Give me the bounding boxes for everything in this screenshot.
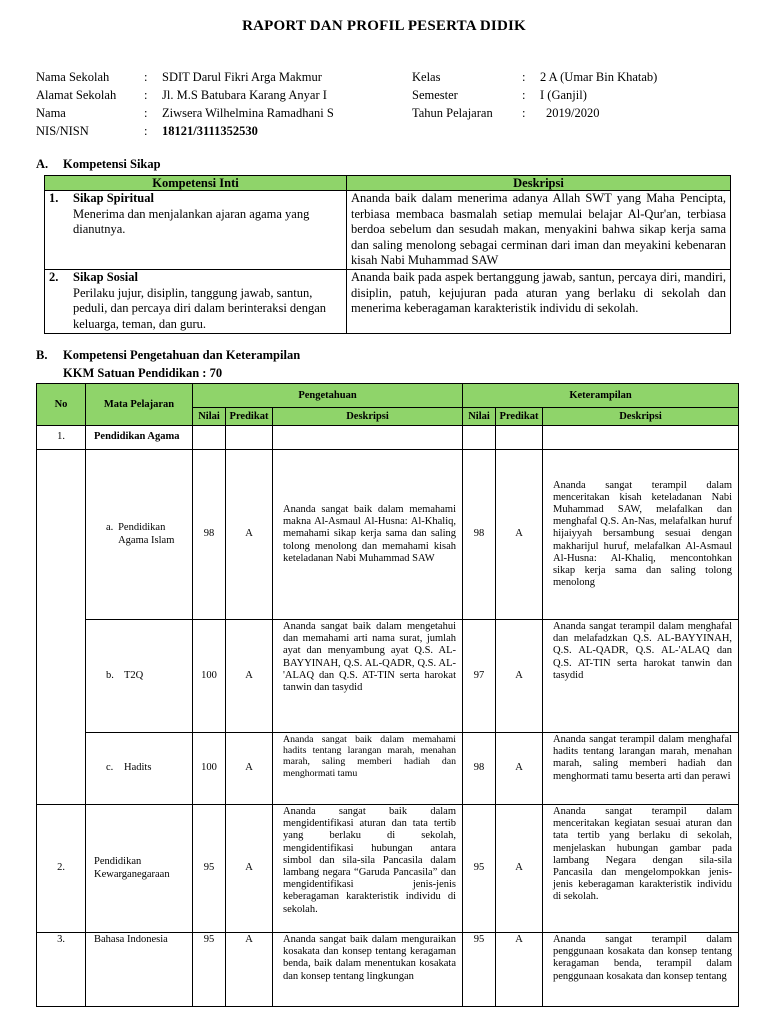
section-a-heading <box>36 157 161 172</box>
pengetahuan-deskripsi: Ananda sangat baik dalam menguraikan kosakata dan konsep tentang keragaman benda, baik dalam menentukan kosakata dan konsep tentang lingkungan <box>273 933 463 1007</box>
col-header-no: No <box>37 384 86 426</box>
keterampilan-predikat: A <box>496 805 543 933</box>
pengetahuan-nilai: 100 <box>193 733 226 805</box>
subject-name: Pendidikan Agama <box>86 426 193 450</box>
deskripsi-cell: Ananda baik dalam menerima adanya Allah SWT yang Maha Pencipta, terbiasa membaca basmalah setiap memulai belajar Al-Qur'an, terbiasa berdoa sebelum dan sesudah makan, menyakini bahwa sikap kerja sama dan saling menolong sebagai cerminan dari iman dan meyakini kebenaran kisah Nabi Muhammad SAW <box>347 191 731 270</box>
identity-value: I (Ganjil) <box>540 88 587 102</box>
identity-separator: : <box>144 70 148 84</box>
pengetahuan-predikat: A <box>226 805 273 933</box>
col-header-deskripsi: Deskripsi <box>273 408 463 426</box>
table-row <box>37 805 739 933</box>
identity-separator: : <box>522 106 526 120</box>
keterampilan-nilai: 98 <box>463 450 496 620</box>
identity-row <box>36 86 412 104</box>
pengetahuan-predikat: A <box>226 620 273 733</box>
identity-row <box>412 68 740 86</box>
col-header-predikat: Predikat <box>226 408 273 426</box>
identity-label: Nama Sekolah <box>36 70 110 84</box>
subject-cell <box>86 620 193 733</box>
identity-label: NIS/NISN <box>36 124 89 138</box>
section-b-heading <box>36 348 300 363</box>
pengetahuan-nilai: 100 <box>193 620 226 733</box>
col-header-deskripsi: Deskripsi <box>347 176 731 191</box>
identity-value: Jl. M.S Batubara Karang Anyar I <box>162 88 327 102</box>
keterampilan-deskripsi: Ananda sangat terampil dalam menghafal dan melafadzkan Q.S. AL-BAYYINAH, Q.S. AL-QADR, Q.S. AL-'ALAQ dan Q.S. AT-TIN serta harokat tanwin dan tasydid <box>543 620 739 733</box>
kompetensi-sikap-table <box>44 175 731 334</box>
keterampilan-predikat: A <box>496 933 543 1007</box>
sub-letter: b. <box>106 669 114 681</box>
subject-cell <box>86 733 193 805</box>
keterampilan-deskripsi: Ananda sangat terampil dalam penggunaan kosakata dan konsep tentang keragaman benda, terampil dalam penggunaan kosakata dan konsep tentang <box>543 933 739 1007</box>
col-header-keterampilan: Keterampilan <box>463 384 739 408</box>
identity-left <box>36 68 412 140</box>
col-header-nilai: Nilai <box>193 408 226 426</box>
keterampilan-deskripsi: Ananda sangat terampil dalam menceritakan kegiatan sesuai aturan dan tata tertib yang berlaku di sekolah, menjelaskan hubungan gambar pada lambang Negara dengan sila-sila Pancasila dan mengelompokkan jenis-jenis keberagaman karakteristik individu di sekolah. <box>543 805 739 933</box>
identity-value: 2 A (Umar Bin Khatab) <box>540 70 658 84</box>
identity-row <box>412 104 740 122</box>
section-letter: A. <box>36 157 49 171</box>
keterampilan-deskripsi: Ananda sangat terampil dalam menceritakan kisah keteladanan Nabi Muhammad SAW, melafalkan dan menghafal Q.S. An-Nas, melafalkan huruf hijaiyyah bersambung sesuai dengan makharijul huruf, melafalkan Al-Asmaul Al-Husna: Al-Khaliq, mencontohkan sikap kerja sama dan saling tolong menolong <box>543 450 739 620</box>
pengetahuan-nilai: 95 <box>193 933 226 1007</box>
identity-separator: : <box>522 88 526 102</box>
table-row <box>37 733 739 805</box>
subject-name: Pendidikan Agama Islam <box>118 522 175 546</box>
identity-separator: : <box>144 124 148 138</box>
identity-label: Semester <box>412 88 458 102</box>
keterampilan-predikat: A <box>496 733 543 805</box>
keterampilan-nilai: 95 <box>463 805 496 933</box>
kompetensi-cell <box>45 269 347 333</box>
kompetensi-detail: Menerima dan menjalankan ajaran agama yang dianutnya. <box>73 206 310 237</box>
keterampilan-deskripsi: Ananda sangat terampil dalam menghafal hadits tentang larangan marah, menahan marah, saling memberi hadiah dan menghormati tamu beserta arti dan perawi <box>543 733 739 805</box>
keterampilan-nilai: 97 <box>463 620 496 733</box>
keterampilan-predikat: A <box>496 450 543 620</box>
identity-row <box>412 86 740 104</box>
table-row <box>37 426 739 450</box>
kompetensi-pengetahuan-table <box>36 383 739 1007</box>
identity-label: Kelas <box>412 70 441 84</box>
table-row <box>45 191 731 270</box>
deskripsi-cell: Ananda baik pada aspek bertanggung jawab, santun, percaya diri, mandiri, disiplin, patuh, kejujuran pada aturan yang berlaku di sekolah dan menerima keberagaman karakteristik individu di sekolah. <box>347 269 731 333</box>
pengetahuan-nilai: 98 <box>193 450 226 620</box>
table-row <box>45 269 731 333</box>
kompetensi-cell <box>45 191 347 270</box>
col-header-pengetahuan: Pengetahuan <box>193 384 463 408</box>
col-header-deskripsi: Deskripsi <box>543 408 739 426</box>
pengetahuan-predikat: A <box>226 733 273 805</box>
table-row <box>37 620 739 733</box>
subject-name: Bahasa Indonesia <box>86 933 193 1007</box>
identity-label: Nama <box>36 106 66 120</box>
section-title: Kompetensi Sikap <box>63 157 161 171</box>
pengetahuan-deskripsi: Ananda sangat baik dalam mengetahui dan memahami arti nama surat, jumlah ayat dan menyambung ayat Q.S. AL-BAYYINAH, Q.S. AL-QADR, Q.S. AL-'ALAQ dan Q.S. AT-TIN serta harokat tanwin dan tasydid <box>273 620 463 733</box>
row-number: 2. <box>37 805 86 933</box>
pengetahuan-predikat: A <box>226 933 273 1007</box>
keterampilan-predikat: A <box>496 620 543 733</box>
identity-row <box>36 122 412 140</box>
table-row <box>37 450 739 620</box>
section-letter: B. <box>36 348 48 362</box>
pengetahuan-deskripsi: Ananda sangat baik dalam memahami hadits tentang larangan marah, menahan marah, saling memberi hadiah dan menghormati tamu <box>273 733 463 805</box>
subject-name: T2Q <box>124 669 144 681</box>
col-header-predikat: Predikat <box>496 408 543 426</box>
pengetahuan-nilai: 95 <box>193 805 226 933</box>
identity-label: Tahun Pelajaran <box>412 106 493 120</box>
identity-separator: : <box>144 88 148 102</box>
keterampilan-nilai: 95 <box>463 933 496 1007</box>
kkm-label: KKM Satuan Pendidikan : 70 <box>63 366 223 380</box>
pengetahuan-deskripsi: Ananda sangat baik dalam memahami makna Al-Asmaul Al-Husna: Al-Khaliq, memahami sikap kerja sama dan saling tolong menolong dan memahami kisah keteladanan Nabi Muhammad SAW <box>273 450 463 620</box>
col-header-nilai: Nilai <box>463 408 496 426</box>
section-title: Kompetensi Pengetahuan dan Keterampilan <box>63 348 301 362</box>
page-title: RAPORT DAN PROFIL PESERTA DIDIK <box>242 18 526 34</box>
table-row <box>37 933 739 1007</box>
row-number: 3. <box>37 933 86 1007</box>
identity-right <box>412 68 740 122</box>
keterampilan-nilai: 98 <box>463 733 496 805</box>
sub-letter: a. <box>106 522 114 534</box>
identity-value: SDIT Darul Fikri Arga Makmur <box>162 70 322 84</box>
kompetensi-detail: Perilaku jujur, disiplin, tanggung jawab, santun, peduli, dan percaya diri dalam berinteraksi dengan keluarga, teman, dan guru. <box>73 285 327 331</box>
kompetensi-title: Sikap Spiritual <box>73 191 154 205</box>
identity-value: 18121/3111352530 <box>162 124 258 138</box>
subject-name: Pendidikan Kewarganegaraan <box>86 805 193 933</box>
subject-cell <box>86 450 193 620</box>
subject-name: Hadits <box>124 762 152 774</box>
row-number: 1. <box>49 191 59 205</box>
identity-value: Ziwsera Wilhelmina Ramadhani S <box>162 106 334 120</box>
identity-separator: : <box>144 106 148 120</box>
identity-row <box>36 68 412 86</box>
identity-label: Alamat Sekolah <box>36 88 117 102</box>
row-number: 1. <box>37 426 86 450</box>
kompetensi-title: Sikap Sosial <box>73 269 138 284</box>
col-header-mata-pelajaran: Mata Pelajaran <box>86 384 193 426</box>
col-header-kompetensi-inti: Kompetensi Inti <box>45 176 347 191</box>
sub-letter: c. <box>106 762 114 774</box>
pengetahuan-predikat: A <box>226 450 273 620</box>
identity-separator: : <box>522 70 526 84</box>
row-number: 2. <box>49 269 59 284</box>
identity-row <box>36 104 412 122</box>
identity-value: 2019/2020 <box>546 106 600 120</box>
pengetahuan-deskripsi: Ananda sangat baik dalam mengidentifikasi aturan dan tata tertib yang berlaku di sekolah, mengidentifikasi hubungan antara simbol dan sila-sila Pancasila dalam lambang negara “Garuda Pancasila” dan mengidentifikasi jenis-jenis keberagaman karakteristik individu di sekolah. <box>273 805 463 933</box>
